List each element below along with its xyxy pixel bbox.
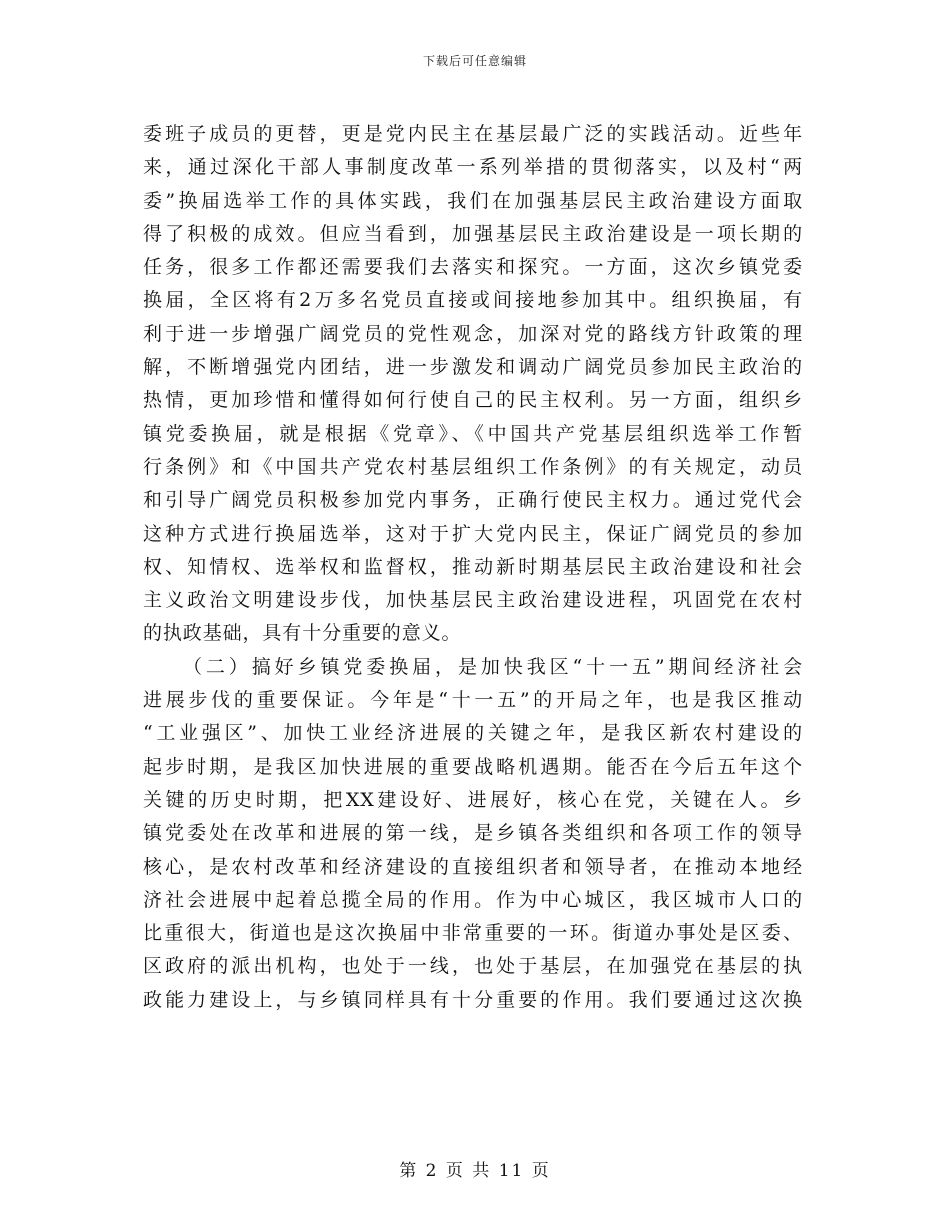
paragraph-1	[143, 118, 803, 651]
text-line: 进展步伐的重要保证。今年是“十一五”的开局之年，也是我区推动	[143, 689, 803, 712]
page-header: 下载后可任意编辑	[422, 54, 527, 68]
text-line: 换届，全区将有2万多名党员直接或间接地参加其中。组织换届，有	[143, 289, 803, 312]
text-line: 区政府的派出机构，也处于一线，也处于基层，在加强党在基层的执	[143, 955, 803, 978]
text-line: 和引导广阔党员积极参加党内事务，正确行使民主权力。通过党代会	[143, 489, 803, 512]
text-line: “工业强区”、加快工业经济进展的关键之年，是我区新农村建设的	[143, 722, 803, 745]
text-line: 热情，更加珍惜和懂得如何行使自己的民主权利。另一方面，组织乡	[143, 389, 803, 412]
text-line: 解，不断增强党内团结，进一步激发和调动广阔党员参加民主政治的	[143, 356, 803, 379]
text-line: 得了积极的成效。但应当看到，加强基层民主政治建设是一项长期的	[143, 222, 803, 245]
page-footer: 第 2 页 共 11 页	[399, 1161, 551, 1181]
text-line: 关键的历史时期，把XX建设好、进展好，核心在党，关键在人。乡	[143, 788, 803, 811]
text-line: 利于进一步增强广阔党员的党性观念，加深对党的路线方针政策的理	[143, 322, 803, 345]
text-line: 起步时期，是我区加快进展的重要战略机遇期。能否在今后五年这个	[143, 755, 803, 778]
text-line: 行条例》和《中国共产党农村基层组织工作条例》的有关规定，动员	[143, 455, 803, 478]
text-line: 委”换届选举工作的具体实践，我们在加强基层民主政治建设方面取	[143, 189, 803, 212]
text-line: 的执政基础，具有十分重要的意义。	[143, 622, 462, 645]
text-line: 来，通过深化干部人事制度改革一系列举措的贯彻落实，以及村“两	[143, 156, 803, 179]
text-line: 比重很大，街道也是这次换届中非常重要的一环。街道办事处是区委、	[143, 922, 803, 945]
text-line: 镇党委换届，就是根据《党章》、《中国共产党基层组织选举工作暂	[143, 422, 803, 445]
document-body	[143, 118, 803, 1017]
text-line: 政能力建设上，与乡镇同样具有十分重要的作用。我们要通过这次换	[143, 988, 803, 1011]
text-line: 委班子成员的更替，更是党内民主在基层最广泛的实践活动。近些年	[143, 123, 803, 145]
text-line: 镇党委处在改革和进展的第一线，是乡镇各类组织和各项工作的领导	[143, 822, 803, 845]
text-line: 权、知情权、选举权和监督权，推动新时期基层民主政治建设和社会	[143, 555, 803, 578]
text-line: 济社会进展中起着总揽全局的作用。作为中心城区，我区城市人口的	[143, 888, 803, 911]
text-line: 这种方式进行换届选举，这对于扩大党内民主，保证广阔党员的参加	[143, 522, 803, 545]
text-line: 主义政治文明建设步伐，加快基层民主政治建设进程，巩固党在农村	[143, 589, 803, 612]
text-line: （二）搞好乡镇党委换届，是加快我区“十一五”期间经济社会	[183, 655, 803, 678]
paragraph-2	[143, 651, 803, 1017]
text-line: 核心，是农村改革和经济建设的直接组织者和领导者，在推动本地经	[143, 855, 803, 878]
text-line: 任务，很多工作都还需要我们去落实和探究。一方面，这次乡镇党委	[143, 256, 803, 279]
